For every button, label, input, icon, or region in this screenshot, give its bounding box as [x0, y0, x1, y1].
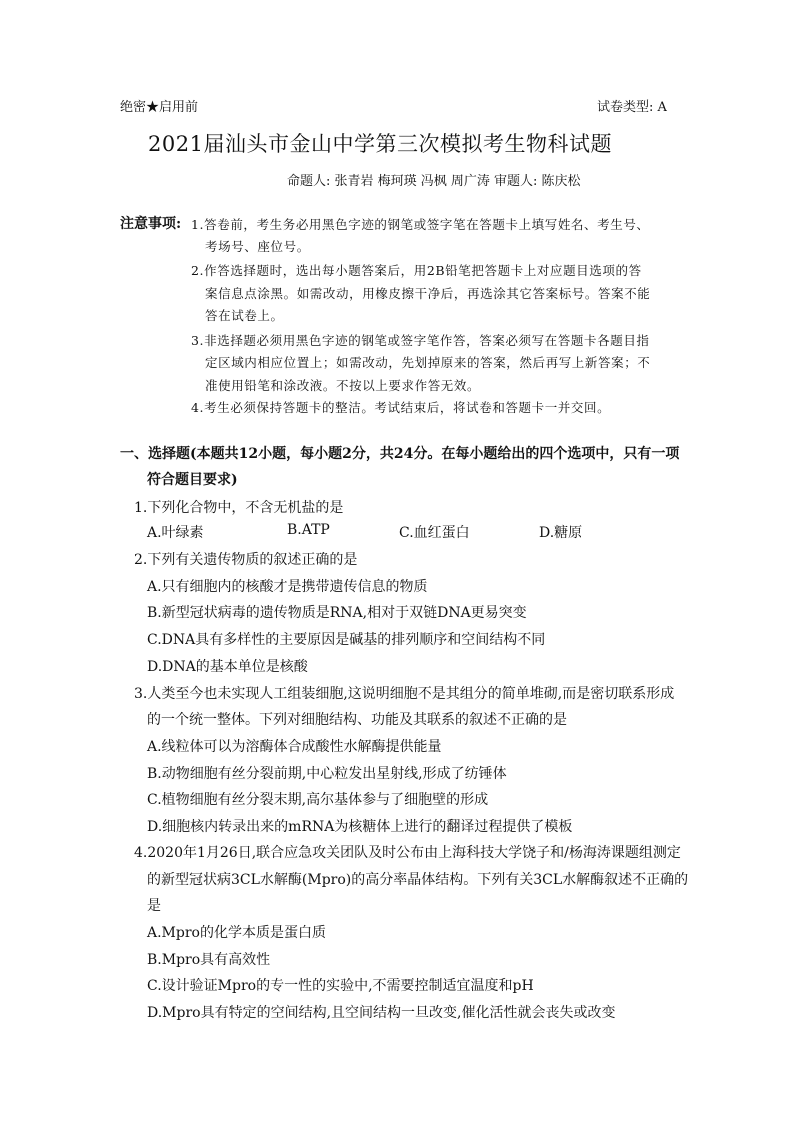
- question-1-stem: 1.下列化合物中，不含无机盐的是: [134, 500, 344, 516]
- section-heading-cont: 符合题目要求): [147, 472, 238, 488]
- confidential-label: 绝密★启用前: [120, 100, 199, 115]
- q2-option-c: C.DNA具有多样性的主要原因是碱基的排列顺序和空间结构不同: [147, 632, 546, 648]
- note-line: 2.作答选择题时，选出每小题答案后，用2B铅笔把答题卡上对应题目选项的答: [191, 263, 642, 278]
- notes-label: 注意事项:: [120, 216, 182, 232]
- q2-option-a: A.只有细胞内的核酸才是携带遗传信息的物质: [147, 579, 428, 595]
- q2-option-b: B.新型冠状病毒的遗传物质是RNA,相对于双链DNA更易突变: [147, 605, 527, 621]
- note-line: 案信息点涂黑。如需改动，用橡皮擦干净后，再选涂其它答案标号。答案不能: [205, 286, 651, 301]
- note-line: 3.非选择题必须用黑色字迹的钢笔或签字笔作答，答案必须写在答题卡各题目指: [191, 333, 650, 348]
- q4-option-d: D.Mpro具有特定的空间结构,且空间结构一旦改变,催化活性就会丧失或改变: [147, 1005, 616, 1021]
- question-4-stem: 4.2020年1月26日,联合应急攻关团队及时公布由上海科技大学饶子和/杨海涛课题组测定: [134, 845, 681, 861]
- q1-option-d: D.糖原: [539, 525, 583, 541]
- q3-option-a: A.线粒体可以为溶酶体合成酸性水解酶提供能量: [147, 739, 442, 755]
- note-line: 4.考生必须保持答题卡的整洁。考试结束后，将试卷和答题卡一并交回。: [191, 400, 611, 415]
- q1-option-b: B.ATP: [287, 522, 330, 538]
- q1-option-a: A.叶绿素: [147, 525, 204, 541]
- q4-option-b: B.Mpro具有高效性: [147, 952, 271, 968]
- section-heading: 一、选择题(本题共12小题，每小题2分，共24分。在每小题给出的四个选项中，只有一项: [120, 446, 680, 462]
- question-4-stem-cont: 的新型冠状病3CL水解酶(Mpro)的高分率晶体结构。下列有关3CL水解酶叙述不正确的: [147, 872, 689, 888]
- question-3-stem-cont: 的一个统一整体。下列对细胞结构、功能及其联系的叙述不正确的是: [147, 712, 567, 728]
- note-line: 1.答卷前，考生务必用黑色字迹的钢笔或签字笔在答题卡上填写姓名、考生号、: [191, 217, 650, 232]
- question-3-stem: 3.人类至今也未实现人工组装细胞,这说明细胞不是其组分的简单堆砌,而是密切联系形成: [134, 686, 675, 702]
- note-line: 考场号、座位号。: [205, 239, 310, 254]
- question-4-stem-end: 是: [147, 898, 161, 914]
- note-line: 定区域内相应位置上；如需改动，先划掉原来的答案，然后再写上新答案；不: [205, 355, 651, 370]
- q4-option-a: A.Mpro的化学本质是蛋白质: [147, 925, 326, 941]
- paper-type-label: 试卷类型: A: [597, 100, 667, 115]
- q3-option-b: B.动物细胞有丝分裂前期,中心粒发出星射线,形成了纺锤体: [147, 766, 507, 782]
- q3-option-d: D.细胞核内转录出来的mRNA为核糖体上进行的翻译过程提供了模板: [147, 819, 573, 835]
- note-line: 答在试卷上。: [205, 308, 284, 323]
- q4-option-c: C.设计验证Mpro的专一性的实验中,不需要控制适宜温度和pH: [147, 978, 534, 994]
- q1-option-c: C.血红蛋白: [399, 525, 470, 541]
- page-title: 2021届汕头市金山中学第三次模拟考生物科试题: [148, 132, 612, 156]
- q3-option-c: C.植物细胞有丝分裂末期,高尔基体参与了细胞壁的形成: [147, 792, 489, 808]
- q2-option-d: D.DNA的基本单位是核酸: [147, 659, 308, 675]
- note-line: 准使用铅笔和涂改液。不按以上要求作答无效。: [205, 378, 481, 393]
- authors-line: 命题人: 张青岩 梅珂瑛 冯枫 周广涛 审题人: 陈庆松: [287, 174, 581, 189]
- question-2-stem: 2.下列有关遗传物质的叙述正确的是: [134, 552, 358, 568]
